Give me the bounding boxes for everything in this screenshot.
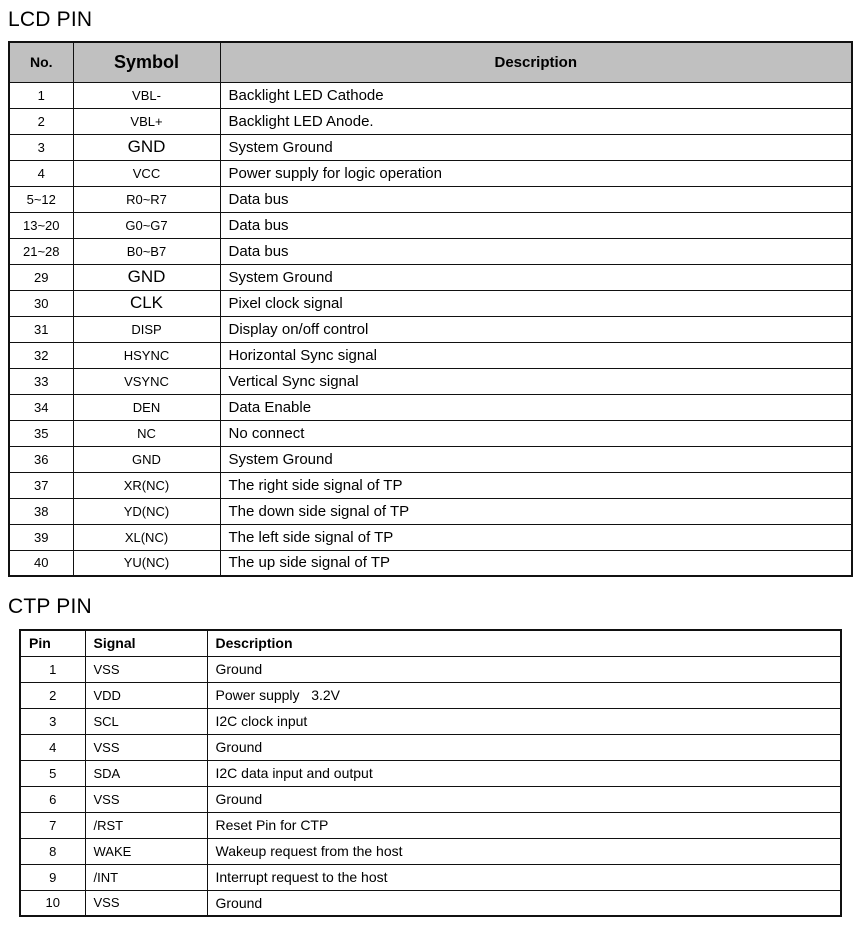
description-cell: Power supply 3.2V bbox=[207, 682, 841, 708]
signal-cell: VSS bbox=[85, 786, 207, 812]
symbol-cell: GND bbox=[73, 446, 220, 472]
symbol-cell: CLK bbox=[73, 290, 220, 316]
description-cell: Ground bbox=[207, 734, 841, 760]
lcd-header-symbol: Symbol bbox=[73, 42, 220, 82]
description-cell: System Ground bbox=[220, 134, 852, 160]
signal-cell: VSS bbox=[85, 656, 207, 682]
ctp-header-row bbox=[20, 630, 841, 656]
ctp-table-body bbox=[20, 656, 841, 916]
table-row bbox=[9, 472, 852, 498]
pin-number-cell: 34 bbox=[9, 394, 73, 420]
lcd-table-body bbox=[9, 82, 852, 576]
pin-number-cell: 35 bbox=[9, 420, 73, 446]
signal-cell: WAKE bbox=[85, 838, 207, 864]
description-cell: Backlight LED Anode. bbox=[220, 108, 852, 134]
table-row bbox=[9, 290, 852, 316]
description-cell: The right side signal of TP bbox=[220, 472, 852, 498]
ctp-header-signal: Signal bbox=[85, 630, 207, 656]
pin-number-cell: 32 bbox=[9, 342, 73, 368]
symbol-cell: HSYNC bbox=[73, 342, 220, 368]
table-row bbox=[9, 186, 852, 212]
symbol-cell: R0~R7 bbox=[73, 186, 220, 212]
signal-cell: SDA bbox=[85, 760, 207, 786]
pin-number-cell: 5 bbox=[20, 760, 85, 786]
pin-number-cell: 33 bbox=[9, 368, 73, 394]
table-row bbox=[9, 160, 852, 186]
pin-number-cell: 39 bbox=[9, 524, 73, 550]
ctp-pin-section-title: CTP PIN bbox=[8, 595, 92, 618]
table-row bbox=[20, 734, 841, 760]
symbol-cell: YU(NC) bbox=[73, 550, 220, 576]
pin-number-cell: 2 bbox=[20, 682, 85, 708]
lcd-pin-section-title: LCD PIN bbox=[8, 8, 93, 31]
symbol-cell: GND bbox=[73, 264, 220, 290]
table-row bbox=[9, 316, 852, 342]
symbol-cell: XR(NC) bbox=[73, 472, 220, 498]
description-cell: I2C data input and output bbox=[207, 760, 841, 786]
description-cell: Reset Pin for CTP bbox=[207, 812, 841, 838]
symbol-cell: G0~G7 bbox=[73, 212, 220, 238]
ctp-header-pin: Pin bbox=[20, 630, 85, 656]
description-cell: Interrupt request to the host bbox=[207, 864, 841, 890]
table-row bbox=[20, 838, 841, 864]
pin-number-cell: 21~28 bbox=[9, 238, 73, 264]
pin-number-cell: 31 bbox=[9, 316, 73, 342]
description-cell: The down side signal of TP bbox=[220, 498, 852, 524]
symbol-cell: B0~B7 bbox=[73, 238, 220, 264]
symbol-cell: VCC bbox=[73, 160, 220, 186]
table-row bbox=[9, 238, 852, 264]
description-cell: The left side signal of TP bbox=[220, 524, 852, 550]
description-cell: Ground bbox=[207, 786, 841, 812]
table-row bbox=[9, 524, 852, 550]
table-row bbox=[20, 708, 841, 734]
pin-number-cell: 13~20 bbox=[9, 212, 73, 238]
table-row bbox=[20, 786, 841, 812]
signal-cell: SCL bbox=[85, 708, 207, 734]
pin-number-cell: 5~12 bbox=[9, 186, 73, 212]
signal-cell: /INT bbox=[85, 864, 207, 890]
symbol-cell: NC bbox=[73, 420, 220, 446]
description-cell: No connect bbox=[220, 420, 852, 446]
pin-number-cell: 3 bbox=[20, 708, 85, 734]
lcd-pin-table bbox=[8, 41, 853, 577]
symbol-cell: YD(NC) bbox=[73, 498, 220, 524]
symbol-cell: DEN bbox=[73, 394, 220, 420]
description-cell: Ground bbox=[207, 890, 841, 916]
table-row bbox=[9, 394, 852, 420]
pin-number-cell: 8 bbox=[20, 838, 85, 864]
symbol-cell: VBL+ bbox=[73, 108, 220, 134]
pin-number-cell: 9 bbox=[20, 864, 85, 890]
symbol-cell: GND bbox=[73, 134, 220, 160]
table-row bbox=[9, 550, 852, 576]
table-row bbox=[9, 134, 852, 160]
table-row bbox=[20, 656, 841, 682]
description-cell: I2C clock input bbox=[207, 708, 841, 734]
description-cell: Backlight LED Cathode bbox=[220, 82, 852, 108]
pin-number-cell: 7 bbox=[20, 812, 85, 838]
signal-cell: VSS bbox=[85, 890, 207, 916]
symbol-cell: DISP bbox=[73, 316, 220, 342]
symbol-cell: XL(NC) bbox=[73, 524, 220, 550]
signal-cell: VDD bbox=[85, 682, 207, 708]
description-cell: Wakeup request from the host bbox=[207, 838, 841, 864]
description-cell: Display on/off control bbox=[220, 316, 852, 342]
table-row bbox=[9, 264, 852, 290]
pin-number-cell: 37 bbox=[9, 472, 73, 498]
pin-number-cell: 1 bbox=[9, 82, 73, 108]
pin-number-cell: 4 bbox=[20, 734, 85, 760]
ctp-header-description: Description bbox=[207, 630, 841, 656]
signal-cell: /RST bbox=[85, 812, 207, 838]
ctp-table-header bbox=[20, 630, 841, 656]
table-row bbox=[9, 368, 852, 394]
table-row bbox=[9, 82, 852, 108]
description-cell: System Ground bbox=[220, 264, 852, 290]
pin-number-cell: 40 bbox=[9, 550, 73, 576]
description-cell: Data bus bbox=[220, 186, 852, 212]
pin-number-cell: 29 bbox=[9, 264, 73, 290]
lcd-table-header bbox=[9, 42, 852, 82]
description-cell: Data bus bbox=[220, 212, 852, 238]
description-cell: Power supply for logic operation bbox=[220, 160, 852, 186]
description-cell: The up side signal of TP bbox=[220, 550, 852, 576]
description-cell: Horizontal Sync signal bbox=[220, 342, 852, 368]
lcd-header-description: Description bbox=[220, 42, 852, 82]
pin-number-cell: 10 bbox=[20, 890, 85, 916]
table-row bbox=[20, 682, 841, 708]
description-cell: Pixel clock signal bbox=[220, 290, 852, 316]
pin-number-cell: 6 bbox=[20, 786, 85, 812]
pin-number-cell: 1 bbox=[20, 656, 85, 682]
table-row bbox=[9, 342, 852, 368]
table-row bbox=[9, 498, 852, 524]
pin-number-cell: 3 bbox=[9, 134, 73, 160]
table-row bbox=[9, 420, 852, 446]
symbol-cell: VBL- bbox=[73, 82, 220, 108]
table-row bbox=[20, 864, 841, 890]
pin-number-cell: 4 bbox=[9, 160, 73, 186]
description-cell: Data bus bbox=[220, 238, 852, 264]
signal-cell: VSS bbox=[85, 734, 207, 760]
description-cell: Data Enable bbox=[220, 394, 852, 420]
table-row bbox=[9, 446, 852, 472]
table-row bbox=[20, 890, 841, 916]
ctp-pin-table bbox=[19, 629, 842, 917]
table-row bbox=[9, 212, 852, 238]
lcd-header-row bbox=[9, 42, 852, 82]
table-row bbox=[20, 760, 841, 786]
pin-number-cell: 38 bbox=[9, 498, 73, 524]
pin-number-cell: 36 bbox=[9, 446, 73, 472]
pin-number-cell: 30 bbox=[9, 290, 73, 316]
pin-number-cell: 2 bbox=[9, 108, 73, 134]
description-cell: System Ground bbox=[220, 446, 852, 472]
table-row bbox=[20, 812, 841, 838]
description-cell: Vertical Sync signal bbox=[220, 368, 852, 394]
description-cell: Ground bbox=[207, 656, 841, 682]
table-row bbox=[9, 108, 852, 134]
symbol-cell: VSYNC bbox=[73, 368, 220, 394]
lcd-header-no: No. bbox=[9, 42, 73, 82]
